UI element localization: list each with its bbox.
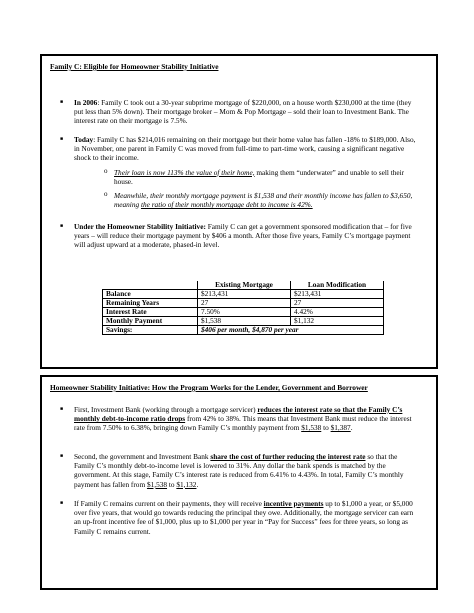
bullet-first-old-payment: $1,538 [301, 423, 322, 433]
bullet-second-pre: Second, the government and Investment Bank [74, 452, 211, 461]
bullet-first-mid: from 42% to 38%. This means that Investment Bank must reduce the interest rate from 7.50% to 6.38%, bringing down Family C’s monthly payment from [74, 414, 412, 433]
program-box [40, 375, 438, 590]
bullet-2006-text: : Family C took out a 30-year subprime mortgage of $220,000, on a house worth $230,000 at the time (they put less than 5% down). Their mortgage broker – Mom & Pop Mortgage – sold their loan to Investment Bank. The interest rate on their mortgage is 7.5%. [74, 98, 412, 126]
row-existing-value: $213,431 [198, 290, 291, 299]
bullet-hsi [60, 222, 416, 250]
program-bullets [60, 405, 416, 433]
bullet-first-new-payment: $1,387 [330, 423, 351, 433]
bullet-today [60, 135, 416, 209]
row-modified-value: $1,132 [291, 317, 384, 326]
program-title: Homeowner Stability Initiative: How the Program Works for the Lender, Government and Borrower [50, 383, 368, 392]
bullet-second-emphasis: share the cost of further reducing the interest rate [210, 452, 366, 461]
sub-underwater-underlined: Their loan is now 113% the value of their home, [114, 167, 255, 177]
row-existing-value: $1,538 [198, 317, 291, 326]
row-label: Remaining Years [103, 299, 198, 308]
bullet-second [60, 452, 416, 489]
family-c-bullets-2 [60, 135, 416, 214]
sub-debt-ratio-pre: Meanwhile, their monthly mortgage payment is $1,538 and their monthly income has fallen to $3,650, meaning [114, 191, 413, 210]
row-existing-value: 27 [198, 299, 291, 308]
today-sub-list [74, 168, 416, 210]
family-c-bullets [60, 98, 416, 126]
bullet-first-end: . [350, 423, 353, 433]
header-existing-mortgage: Existing Mortgage [198, 281, 291, 290]
table-header-row [103, 281, 384, 290]
row-label: Monthly Payment [103, 317, 198, 326]
row-modified-value: 27 [291, 299, 384, 308]
bullet-third-rest: up to $1,000 a year, or $5,000 over five years, that would go towards reducing the principal they owe. Additionally, the mortgage servicer can earn an up-front incentive fee of $1,000, plus up to $1,000 per year in “Pay for Success” fees for three years, so long as Family C remains current. [74, 499, 414, 536]
family-c-bullets-3 [60, 222, 416, 250]
program-bullets-2 [60, 452, 416, 489]
row-modified-value: 4.42% [291, 308, 384, 317]
savings-row [103, 326, 384, 335]
bullet-first-pre: First, Investment Bank (working through a mortgage servicer) [74, 405, 258, 414]
bullet-first-to: to [321, 423, 331, 433]
bullet-hsi-text: Family C can get a government sponsored modification that – for five years – will reduce their mortgage payment by $406 a month. After those five years, Family C’s mortgage payment will adjust upward at a moderate, phased-in level. [74, 222, 412, 250]
row-modified-value: $213,431 [291, 290, 384, 299]
bullet-first [60, 405, 416, 433]
row-existing-value: 7.50% [198, 308, 291, 317]
bullet-second-end: . [196, 479, 199, 489]
row-label: Balance [103, 290, 198, 299]
bullet-2006 [60, 98, 416, 126]
program-bullets-3 [60, 499, 416, 536]
bullet-second-to: to [167, 479, 177, 489]
bullet-third [60, 499, 416, 536]
bullet-third-emphasis: incentive payments [263, 499, 324, 508]
sub-underwater-rest: making them “underwater” and unable to sell their house. [114, 167, 405, 186]
family-c-title: Family C: Eligible for Homeowner Stability Initiative [50, 62, 219, 71]
sub-underwater [74, 168, 416, 186]
bullet-second-new-payment: $1,132 [176, 479, 197, 489]
sub-debt-ratio [74, 191, 416, 209]
bullet-2006-lead: In 2006 [74, 98, 98, 107]
bullet-first-emphasis: reduces the interest rate so that the Family C’s monthly debt-to-income ratio drops [74, 405, 403, 424]
bullet-second-mid: so that the Family C’s monthly debt-to-income level is lowered to 31%. Any dollar the bank spends is matched by the government. At this stage, Family C’s interest rate is reduced from 6.41% to 4.43%. In total, Family C’s monthly payment has fallen from [74, 452, 404, 489]
bullet-hsi-lead: Under the Homeowner Stability Initiative: [74, 222, 206, 231]
mortgage-comparison-table [102, 281, 384, 335]
bullet-today-text: : Family C has $214,016 remaining on their mortgage but their home value has fallen -18% to $189,000. Also, in November, one parent in Family C was moved from full-time to part-time work, causing a significant negative shock to their income. [74, 135, 416, 163]
bullet-third-pre: If Family C remains current on their payments, they will receive [74, 499, 264, 508]
savings-label: Savings: [103, 326, 198, 335]
header-loan-modification: Loan Modification [291, 281, 384, 290]
row-label: Interest Rate [103, 308, 198, 317]
family-c-box [40, 54, 438, 369]
sub-debt-ratio-underlined: the ratio of their monthly mortgage debt to income is 42%. [140, 200, 313, 210]
bullet-second-old-payment: $1,538 [146, 479, 168, 489]
savings-value: $406 per month, $4,870 per year [198, 326, 384, 335]
bullet-today-lead: Today [74, 135, 94, 144]
